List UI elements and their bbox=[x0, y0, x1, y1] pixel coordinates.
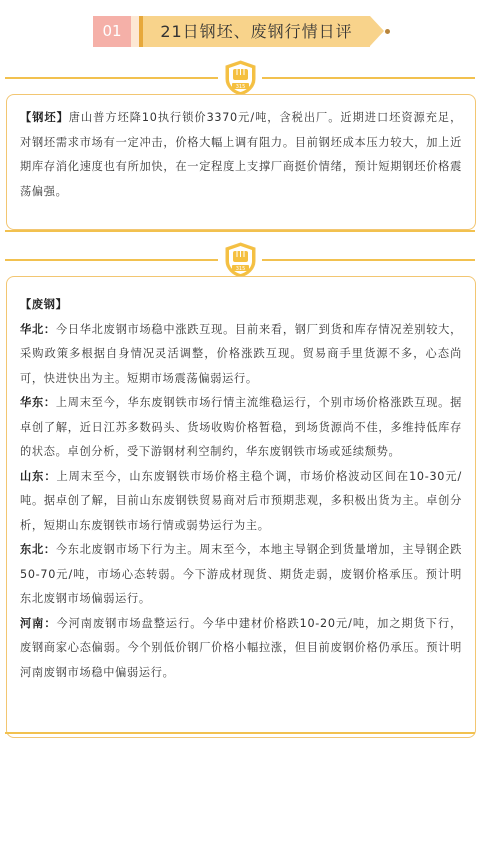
fist-badge-icon bbox=[224, 60, 257, 96]
banner-dot bbox=[385, 29, 390, 34]
region-text: 今日华北废钢市场稳中涨跌互现。目前来看，钢厂到货和库存情况差别较大，采购政策多根据自身情况灵活调整，价格涨跌互现。贸易商手里货源不多，心态尚可，快进快出为主。短期市场震荡偏弱运行。 bbox=[20, 322, 462, 385]
billet-comment-box bbox=[6, 94, 476, 230]
banner-arrow bbox=[370, 16, 384, 46]
region-text: 今河南废钢市场盘整运行。今华中建材价格跌10-20元/吨，加之期货下行，废钢商家心态偏弱。今个别低价钢厂价格小幅拉涨，但目前废钢价格仍承压。预计明河南废钢市场稳中偏弱运行。 bbox=[20, 616, 462, 679]
emblem-text: 315 bbox=[235, 84, 246, 90]
banner-spacer bbox=[131, 16, 139, 47]
region-text: 上周末至今，华东废钢铁市场行情主流维稳运行，个别市场价格涨跌互现。据卓创了解，近日江苏多数码头、货场收购价格暂稳，到场货源尚不佳，多维持低库存的状态。卓创分析，受下游钢材利空制约，华东废钢铁市场或延续颓势。 bbox=[20, 396, 462, 458]
divider-emblem-bottom bbox=[5, 242, 475, 278]
scrap-heading bbox=[20, 293, 462, 318]
scrap-label: 【废钢】 bbox=[20, 298, 68, 311]
divider-line-left bbox=[5, 77, 218, 79]
region-name: 华东： bbox=[20, 396, 56, 409]
separator-line bbox=[5, 230, 475, 232]
region-paragraph-henan bbox=[20, 612, 462, 686]
billet-label: 【钢坯】 bbox=[20, 111, 69, 124]
section-banner bbox=[93, 16, 393, 47]
region-paragraph-huabei bbox=[20, 318, 462, 392]
section-title: 21日钢坯、废钢行情日评 bbox=[143, 16, 370, 47]
divider-line-left bbox=[5, 259, 218, 261]
region-paragraph-shandong bbox=[20, 465, 462, 539]
fist-badge-icon bbox=[224, 242, 257, 278]
divider-emblem-top bbox=[5, 60, 475, 96]
region-name: 山东： bbox=[20, 469, 57, 483]
divider-line-right bbox=[262, 259, 475, 261]
scrap-comment-box bbox=[6, 276, 476, 738]
billet-paragraph bbox=[20, 106, 462, 204]
billet-text: 唐山普方坯降10执行锁价3370元/吨，含税出厂。近期进口坯资源充足，对钢坯需求市场有一定冲击，价格大幅上调有阻力。目前钢坯成本压力较大，加上近期库存消化速度也有所加快，在一定程度上支撑厂商挺价情绪，预计短期钢坯价格震荡偏强。 bbox=[20, 111, 462, 198]
bottom-separator-line bbox=[5, 732, 475, 734]
region-text: 今东北废钢市场下行为主。周末至今，本地主导钢企到货量增加，主导钢企跌50-70元/吨，市场心态转弱。今下游成材现货、期货走弱，废钢价格承压。预计明东北废钢市场偏弱运行。 bbox=[20, 543, 462, 605]
region-name: 华北： bbox=[20, 322, 56, 336]
region-name: 东北： bbox=[20, 543, 56, 556]
region-paragraph-huadong bbox=[20, 391, 462, 465]
region-name: 河南： bbox=[20, 616, 57, 630]
section-number: 01 bbox=[93, 16, 131, 47]
region-text: 上周末至今，山东废钢铁市场价格主稳个调，市场价格波动区间在10-30元/吨。据卓创了解，目前山东废钢铁贸易商对后市预期悲观，多积极出货为主。卓创分析，短期山东废钢铁市场行情或弱势运行为主。 bbox=[20, 469, 462, 532]
region-paragraph-dongbei bbox=[20, 538, 462, 612]
divider-line-right bbox=[262, 77, 475, 79]
emblem-text: 315 bbox=[235, 266, 246, 272]
